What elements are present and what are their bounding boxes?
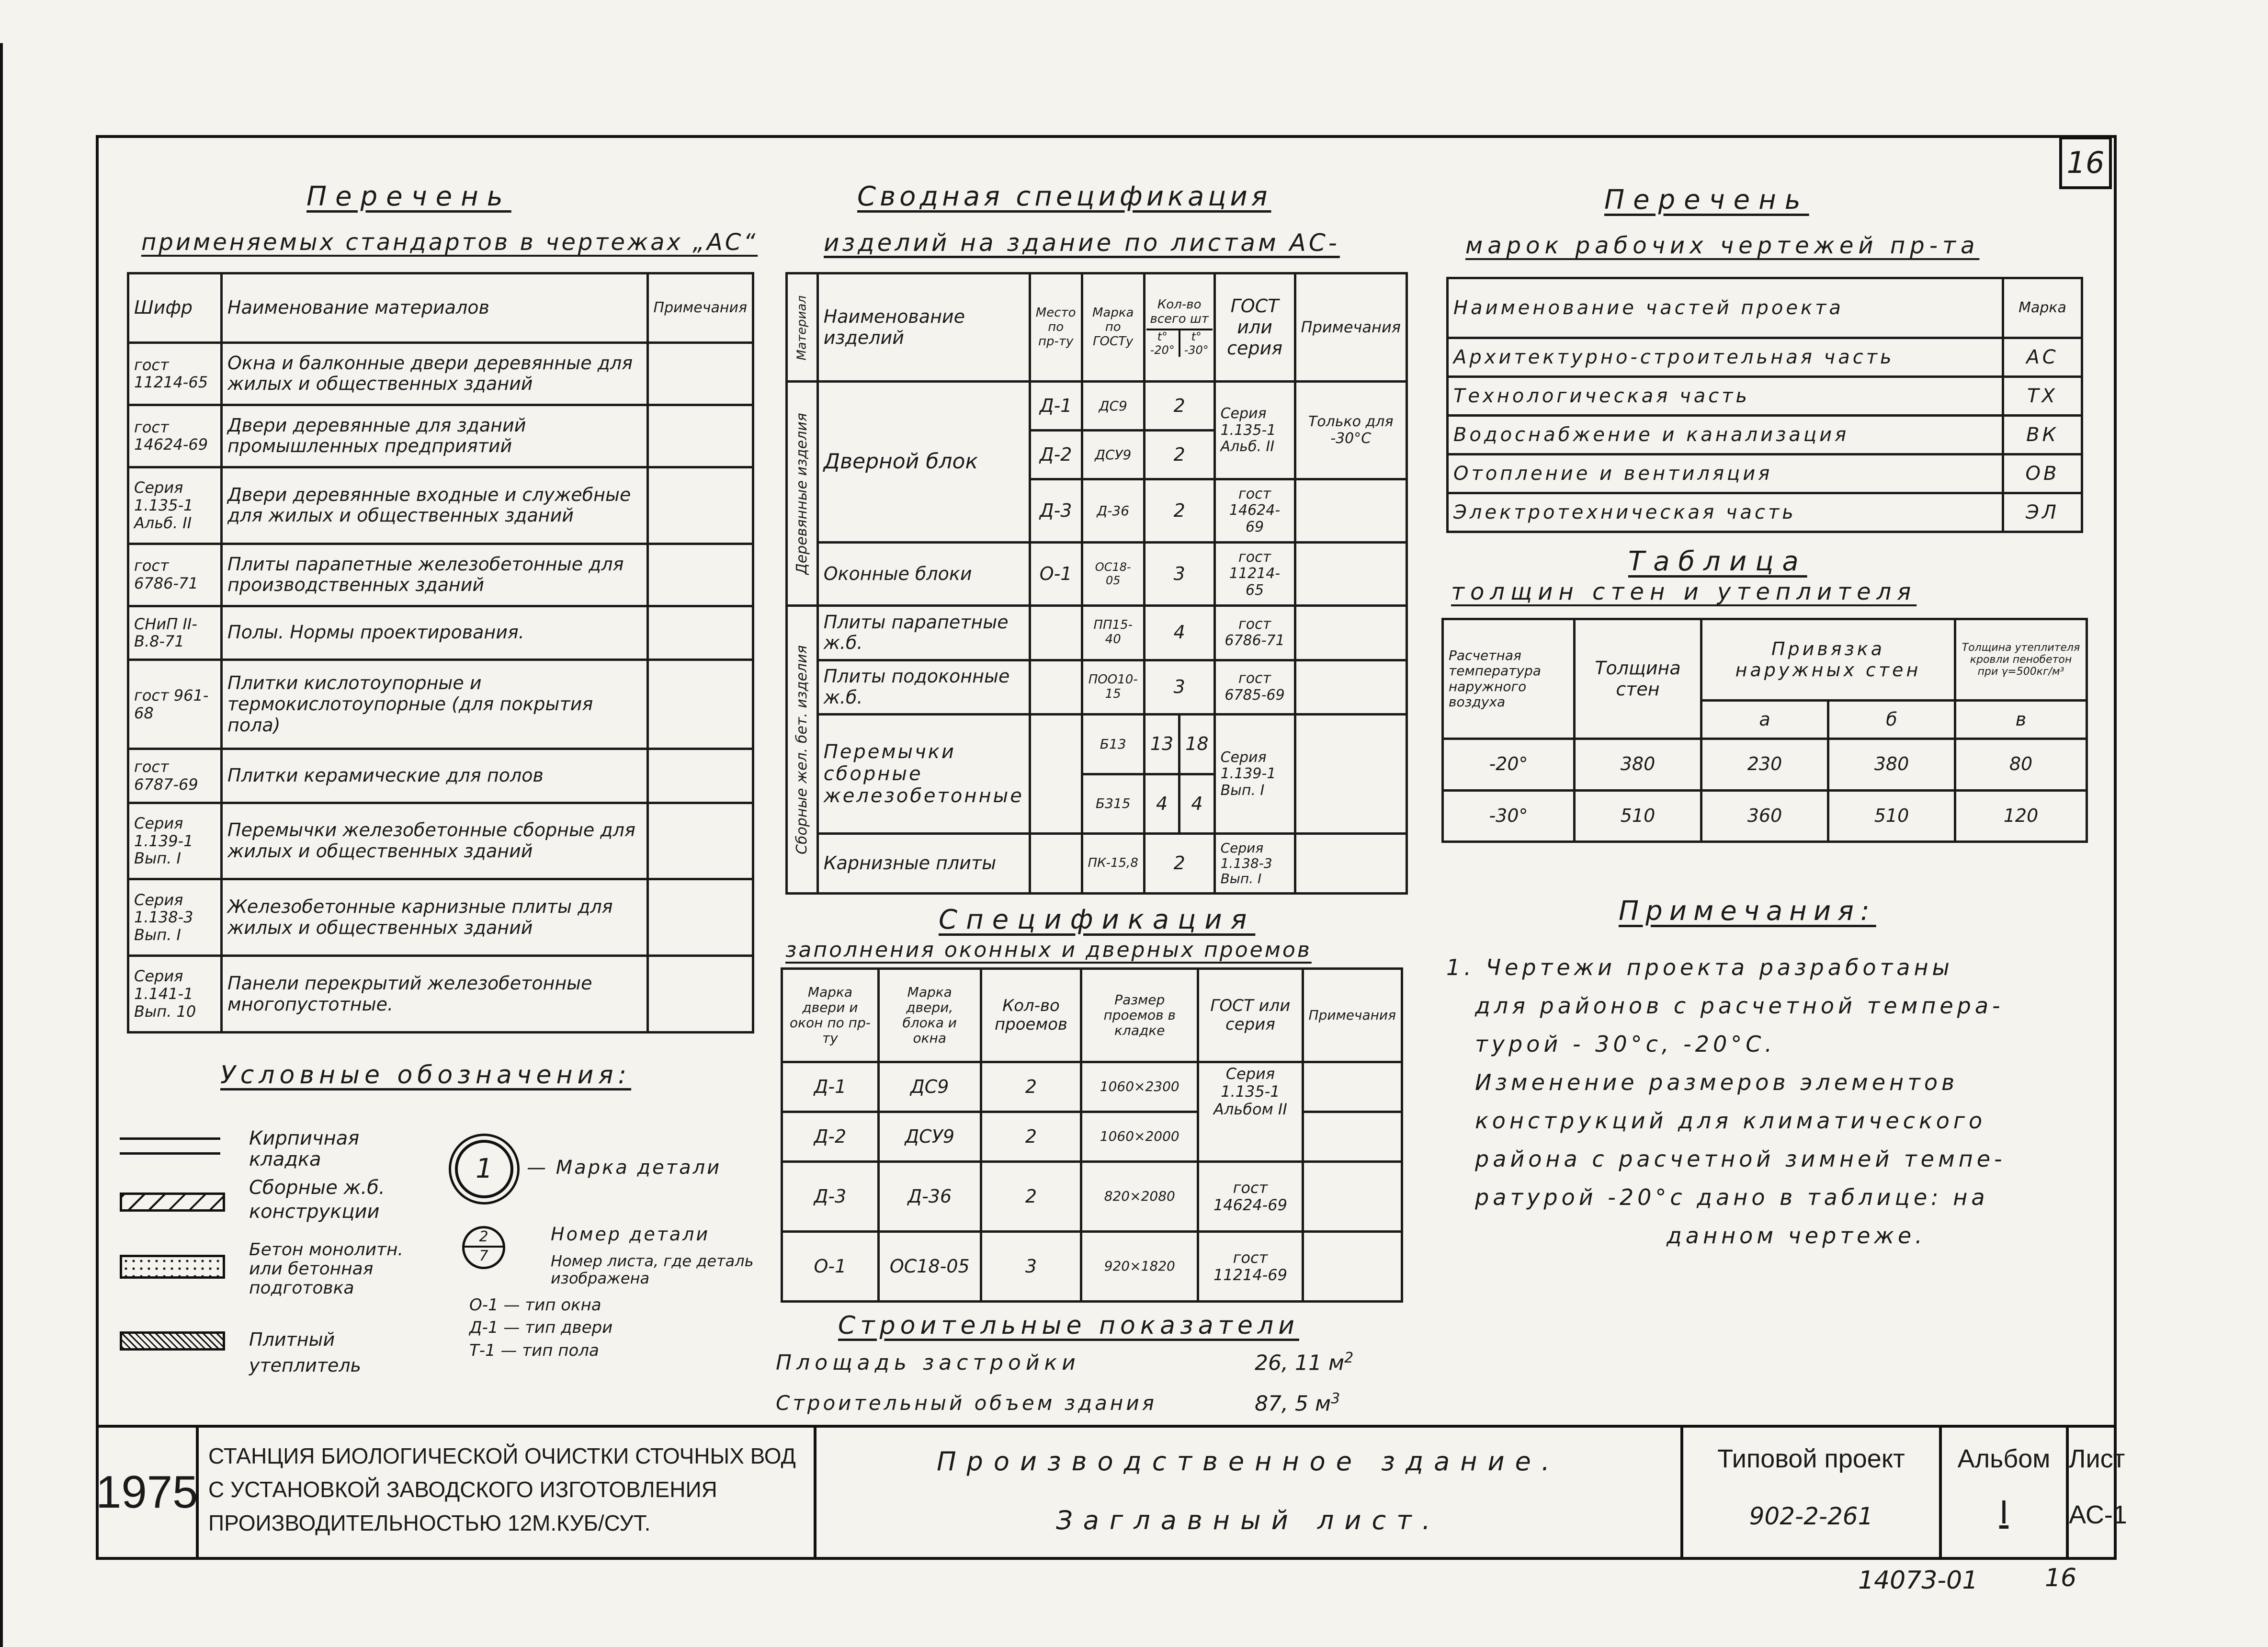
standards-name: Окна и балконные двери деревянные для жилых и общественных зданий <box>222 343 648 405</box>
summary-window-name: Оконные блоки <box>817 543 1030 606</box>
thickness-header-bind: Привязка наружных стен <box>1701 619 1955 701</box>
summary-sill-name: Плиты подоконные ж.б. <box>817 660 1030 715</box>
openings-m1: Д-1 <box>782 1062 879 1112</box>
legend-precast-symbol <box>120 1193 225 1212</box>
detail-callout-top: 2 <box>465 1228 503 1248</box>
openings-qty: 2 <box>981 1112 1081 1161</box>
drawings-name: Водоснабжение и канализация <box>1448 416 2003 454</box>
summary-empty-cell <box>1295 834 1407 894</box>
summary-header-note: Примечания <box>1295 273 1407 382</box>
summary-title: Сводная спецификация <box>857 181 1271 212</box>
detail-callout-circle <box>462 1226 505 1269</box>
standards-header-name: Наименование материалов <box>222 273 648 343</box>
summary-window-mark: ОС18-05 <box>1082 543 1144 606</box>
notes-line: 1. Чертежи проекта разработаны <box>1446 954 1953 980</box>
drawings-header-mark: Марка <box>2003 278 2082 338</box>
thickness-table <box>1441 618 2088 843</box>
thickness-a: 230 <box>1701 739 1828 791</box>
summary-lintel-q20: 13 <box>1144 715 1179 774</box>
summary-door-qty: 2 <box>1144 382 1214 431</box>
title-building: Производственное здание. <box>936 1446 1561 1477</box>
summary-header-place: Место по пр-ту <box>1030 273 1082 382</box>
summary-door-qty: 2 <box>1144 479 1214 543</box>
drawings-mark: ТХ <box>2003 377 2082 416</box>
summary-parapet-name: Плиты парапетные ж.б. <box>817 606 1030 660</box>
summary-group-wood: Деревянные изделия <box>787 382 818 606</box>
notes-line: ратурой -20°с дано в таблице: на <box>1475 1184 1989 1210</box>
openings-m1: Д-3 <box>782 1162 879 1232</box>
legend-type-row: Д-1 — тип двери <box>469 1318 613 1337</box>
openings-gost: гост 14624-69 <box>1198 1162 1303 1232</box>
legend-type-label: тип окна <box>525 1295 601 1315</box>
standards-code: гост 6787-69 <box>128 749 222 803</box>
summary-door-mark: ДС9 <box>1082 382 1144 431</box>
thickness-b: 510 <box>1828 790 1955 842</box>
standards-code: Серия 1.139-1 Вып. I <box>128 803 222 879</box>
summary-door-block: Дверной блок <box>817 382 1030 543</box>
drawings-mark: ОВ <box>2003 454 2082 493</box>
summary-header-t30: t° -30° <box>1184 330 1209 357</box>
summary-door-qty: 2 <box>1144 431 1214 479</box>
standards-note <box>647 803 753 879</box>
detail-mark-label: — Марка детали <box>527 1157 722 1179</box>
standards-title: Перечень <box>306 181 511 212</box>
thickness-subtitle: толщин стен и утеплителя <box>1451 579 1917 605</box>
standards-code: Серия 1.135-1 Альб. II <box>128 467 222 544</box>
archive-number: 14073-01 <box>1858 1566 1978 1595</box>
title-project-cell <box>1683 1425 1942 1560</box>
standards-code: гост 11214-65 <box>128 343 222 405</box>
summary-empty-cell <box>1030 660 1082 715</box>
openings-header: ГОСТ или серия <box>1198 969 1303 1062</box>
title-project-label: Типовой проект <box>1717 1444 1905 1473</box>
standards-name: Плитки кислотоупорные и термокислотоупорные (для покрытия пола) <box>222 659 648 749</box>
summary-header-mark: Марка по ГОСТу <box>1082 273 1144 382</box>
summary-empty-cell <box>1295 479 1407 543</box>
indicators-title: Строительные показатели <box>838 1311 1299 1340</box>
legend-type-row: Т-1 — тип пола <box>469 1341 599 1360</box>
thickness-header-temp: Расчетная температура наружного воздуха <box>1443 619 1575 739</box>
drawings-mark: ЭЛ <box>2003 493 2082 532</box>
summary-window-place: О-1 <box>1030 543 1082 606</box>
title-block <box>96 1425 2127 1560</box>
thickness-header-a: а <box>1701 701 1828 739</box>
title-year-cell <box>96 1425 199 1560</box>
drawings-mark: АС <box>2003 338 2082 377</box>
title-project-no: 902-2-261 <box>1749 1502 1873 1530</box>
openings-header: Марка двери и окон по пр-ту <box>782 969 879 1062</box>
thickness-b: 380 <box>1828 739 1955 791</box>
standards-table <box>127 272 754 1034</box>
openings-m1: О-1 <box>782 1231 879 1301</box>
notes-line: конструкций для климатического <box>1475 1108 1986 1134</box>
summary-sill-gost: гост 6785-69 <box>1214 660 1295 715</box>
openings-size: 1060×2000 <box>1081 1112 1198 1161</box>
openings-qty: 2 <box>981 1062 1081 1112</box>
summary-empty-cell <box>1030 834 1082 894</box>
summary-cornice-qty: 2 <box>1144 834 1214 894</box>
standards-name: Плиты парапетные железобетонные для производственных зданий <box>222 544 648 606</box>
drawings-name: Архитектурно-строительная часть <box>1448 338 2003 377</box>
summary-door-note: Только для -30°С <box>1295 382 1407 479</box>
drawings-name: Отопление и вентиляция <box>1448 454 2003 493</box>
summary-door-place: Д-1 <box>1030 382 1082 431</box>
indicators-volume-label: Строительный объем здания <box>776 1391 1157 1415</box>
standards-note <box>647 956 753 1033</box>
standards-note <box>647 467 753 544</box>
summary-door-mark: Д-36 <box>1082 479 1144 543</box>
standards-code: Серия 1.141-1 Вып. 10 <box>128 956 222 1033</box>
summary-group-concrete: Сборные жел. бет. изделия <box>787 606 818 894</box>
thickness-temp: -20° <box>1443 739 1575 791</box>
thickness-wall: 380 <box>1575 739 1701 791</box>
detail-mark-label-text: Марка детали <box>556 1157 722 1179</box>
standards-code: гост 961-68 <box>128 659 222 749</box>
openings-gost: гост 11214-69 <box>1198 1231 1303 1301</box>
summary-lintel-q30: 4 <box>1179 774 1214 834</box>
title-album-label: Альбом <box>1957 1444 2051 1473</box>
standards-header-code: Шифр <box>128 273 222 343</box>
standards-name: Двери деревянные входные и служебные для жилых и общественных зданий <box>222 467 648 544</box>
openings-subtitle: заполнения оконных и дверных проемов <box>785 938 1312 962</box>
legend-type-code: Т-1 <box>469 1341 496 1360</box>
openings-m2: ДСУ9 <box>878 1112 981 1161</box>
title-album-cell <box>1942 1425 2069 1560</box>
standards-note <box>647 343 753 405</box>
indicators-volume-value <box>1255 1390 1340 1416</box>
standards-code: гост 6786-71 <box>128 544 222 606</box>
openings-m2: ДС9 <box>878 1062 981 1112</box>
openings-m2: ОС18-05 <box>878 1231 981 1301</box>
standards-code: Серия 1.138-3 Вып. I <box>128 879 222 956</box>
summary-cornice-series: Серия 1.138-3 Вып. I <box>1214 834 1295 894</box>
drawings-table <box>1446 277 2083 533</box>
openings-table <box>781 967 1403 1303</box>
thickness-a: 360 <box>1701 790 1828 842</box>
summary-header-qty <box>1144 273 1214 382</box>
notes-line: данном чертеже. <box>1667 1223 1926 1249</box>
openings-qty: 3 <box>981 1231 1081 1301</box>
notes-title: Примечания: <box>1619 896 1876 927</box>
standards-name: Железобетонные карнизные плиты для жилых и общественных зданий <box>222 879 648 956</box>
drawings-title: Перечень <box>1604 184 1809 216</box>
openings-title: Спецификация <box>939 904 1256 935</box>
thickness-header-ins: Толщина утеплителя кровли пенобетон при γ=500кг/м³ <box>1955 619 2087 701</box>
legend-concrete-symbol <box>120 1255 225 1279</box>
legend-concrete-label: Бетон монолитн. или бетонная подготовка <box>249 1240 403 1298</box>
detail-mark-number: 1 <box>476 1153 493 1184</box>
summary-empty-cell <box>1295 660 1407 715</box>
summary-empty-cell <box>1030 715 1082 834</box>
title-sheet-no: АС-1 <box>2069 1500 2127 1529</box>
indicators-area-value <box>1255 1350 1353 1375</box>
thickness-header-wall: Толщина стен <box>1575 619 1701 739</box>
legend-type-label: тип пола <box>522 1341 599 1360</box>
drawings-header-name: Наименование частей проекта <box>1448 278 2003 338</box>
legend-type-code: О-1 <box>469 1295 499 1315</box>
summary-lintel-q30: 18 <box>1179 715 1214 774</box>
openings-m1: Д-2 <box>782 1112 879 1161</box>
summary-parapet-mark: ПП15-40 <box>1082 606 1144 660</box>
standards-name: Перемычки железобетонные сборные для жилых и общественных зданий <box>222 803 648 879</box>
indicators-volume-number: 87, 5 м <box>1255 1391 1331 1416</box>
summary-header-name: Наименование изделий <box>817 273 1030 382</box>
legend-insulation-symbol <box>120 1331 225 1351</box>
summary-table <box>785 272 1408 895</box>
summary-window-gost: гост 11214-65 <box>1214 543 1295 606</box>
standards-header-note: Примечания <box>647 273 753 343</box>
indicators-area-sup: 2 <box>1344 1350 1354 1366</box>
thickness-temp: -30° <box>1443 790 1575 842</box>
detail-sheet-label: Номер листа, где деталь изображена <box>551 1252 754 1287</box>
summary-parapet-gost: гост 6786-71 <box>1214 606 1295 660</box>
summary-empty-cell <box>1295 543 1407 606</box>
standards-code: СНиП II-В.8-71 <box>128 606 222 659</box>
openings-empty <box>1303 1062 1402 1112</box>
summary-lintel-name: Перемычки сборные железобетонные <box>817 715 1030 834</box>
drawings-mark: ВК <box>2003 416 2082 454</box>
summary-lintel-mark: Б315 <box>1082 774 1144 834</box>
title-sheet-cell <box>2069 1425 2127 1560</box>
standards-note <box>647 405 753 467</box>
standards-name: Панели перекрытий железобетонные многопустотные. <box>222 956 648 1033</box>
openings-header: Кол-во проемов <box>981 969 1081 1062</box>
detail-callout-label: Номер детали <box>551 1224 710 1245</box>
summary-cornice-mark: ПК-15,8 <box>1082 834 1144 894</box>
standards-code: гост 14624-69 <box>128 405 222 467</box>
standards-note <box>647 606 753 659</box>
openings-header: Примечания <box>1303 969 1402 1062</box>
legend-precast-label: Сборные ж.б. конструкции <box>249 1177 385 1223</box>
summary-sill-mark: ПОО10-15 <box>1082 660 1144 715</box>
title-building-cell <box>816 1425 1683 1560</box>
summary-empty-cell <box>1295 715 1407 834</box>
legend-brick-label: Кирпичная кладка <box>249 1127 360 1170</box>
notes-block <box>1446 948 2006 1255</box>
detail-callout-bottom: 7 <box>479 1248 488 1264</box>
notes-line: района с расчетной зимней темпе- <box>1475 1146 2006 1172</box>
sheet-number-box <box>2059 136 2112 189</box>
summary-door-place: Д-2 <box>1030 431 1082 479</box>
thickness-wall: 510 <box>1575 790 1701 842</box>
summary-door-gost: гост 14624-69 <box>1214 479 1295 543</box>
sheet-number: 16 <box>2066 145 2105 180</box>
summary-sill-qty: 3 <box>1144 660 1214 715</box>
left-binding-line <box>0 43 3 1647</box>
thickness-c: 120 <box>1955 790 2087 842</box>
legend-brick-symbol <box>120 1137 220 1155</box>
notes-line: турой - 30°с, -20°С. <box>1475 1031 1776 1057</box>
title-sheet-label: Лист <box>2069 1444 2125 1473</box>
drawings-name: Электротехническая часть <box>1448 493 2003 532</box>
indicators-volume-sup: 3 <box>1331 1390 1340 1407</box>
openings-gost: Серия 1.135-1 Альбом II <box>1198 1062 1303 1162</box>
notes-line: Изменение размеров элементов <box>1475 1069 1959 1095</box>
drawings-subtitle: марок рабочих чертежей пр-та <box>1465 232 1980 259</box>
openings-m2: Д-36 <box>878 1162 981 1232</box>
standards-subtitle: применяемых стандартов в чертежах „АС“ <box>141 229 758 256</box>
summary-window-qty: 3 <box>1144 543 1214 606</box>
summary-header-material: Материал <box>787 273 818 382</box>
legend-title: Условные обозначения: <box>220 1061 632 1090</box>
legend-type-code: Д-1 <box>469 1318 499 1337</box>
indicators-area-number: 26, 11 м <box>1255 1351 1345 1375</box>
thickness-c: 80 <box>1955 739 2087 791</box>
legend-type-row: О-1 — тип окна <box>469 1295 601 1315</box>
standards-name: Плитки керамические для полов <box>222 749 648 803</box>
title-sheet-name: Заглавный лист. <box>1056 1505 1441 1535</box>
openings-empty <box>1303 1231 1402 1301</box>
title-year: 1975 <box>96 1466 198 1518</box>
standards-note <box>647 544 753 606</box>
openings-header: Марка двери, блока и окна <box>878 969 981 1062</box>
summary-door-mark: ДСУ9 <box>1082 431 1144 479</box>
standards-name: Полы. Нормы проектирования. <box>222 606 648 659</box>
openings-qty: 2 <box>981 1162 1081 1232</box>
standards-note <box>647 749 753 803</box>
title-station-cell <box>199 1425 816 1560</box>
summary-parapet-qty: 4 <box>1144 606 1214 660</box>
summary-cornice-name: Карнизные плиты <box>817 834 1030 894</box>
thickness-header-b: б <box>1828 701 1955 739</box>
title-station: СТАНЦИЯ БИОЛОГИЧЕСКОЙ ОЧИСТКИ СТОЧНЫХ ВОД С УСТАНОВКОЙ ЗАВОДСКОГО ИЗГОТОВЛЕНИЯ ПРОИЗВОДИТЕЛЬНОСТЬЮ 12М.КУБ/СУТ. <box>208 1443 796 1535</box>
summary-empty-cell <box>1030 606 1082 660</box>
summary-subtitle: изделий на здание по листам АС- <box>824 229 1340 257</box>
summary-door-place: Д-3 <box>1030 479 1082 543</box>
summary-lintel-mark: Б13 <box>1082 715 1144 774</box>
indicators-area-label: Площадь застройки <box>776 1351 1080 1375</box>
title-album-no: I <box>1999 1493 2009 1531</box>
openings-size: 920×1820 <box>1081 1231 1198 1301</box>
openings-size: 820×2080 <box>1081 1162 1198 1232</box>
summary-lintel-series: Серия 1.139-1 Вып. I <box>1214 715 1295 834</box>
summary-empty-cell <box>1295 606 1407 660</box>
page-number: 16 <box>2045 1564 2077 1592</box>
thickness-header-c: в <box>1955 701 2087 739</box>
summary-door-series: Серия 1.135-1 Альб. II <box>1214 382 1295 479</box>
standards-name: Двери деревянные для зданий промышленных предприятий <box>222 405 648 467</box>
legend-insulation-label: Плитный утеплитель <box>249 1329 362 1376</box>
openings-empty <box>1303 1112 1402 1161</box>
summary-header-qty-label: Кол-во всего шт <box>1150 297 1209 327</box>
standards-note <box>647 879 753 956</box>
openings-header: Размер проемов в кладке <box>1081 969 1198 1062</box>
notes-line: для районов с расчетной темпера- <box>1475 993 2004 1019</box>
drawings-name: Технологическая часть <box>1448 377 2003 416</box>
summary-lintel-q20: 4 <box>1144 774 1179 834</box>
standards-note <box>647 659 753 749</box>
thickness-title: Таблица <box>1628 546 1807 577</box>
detail-mark-circle <box>455 1140 513 1198</box>
summary-header-t20: t° -20° <box>1146 330 1180 357</box>
openings-size: 1060×2300 <box>1081 1062 1198 1112</box>
summary-header-gost: ГОСТ или серия <box>1214 273 1295 382</box>
legend-type-label: тип двери <box>525 1318 613 1337</box>
openings-empty <box>1303 1162 1402 1232</box>
